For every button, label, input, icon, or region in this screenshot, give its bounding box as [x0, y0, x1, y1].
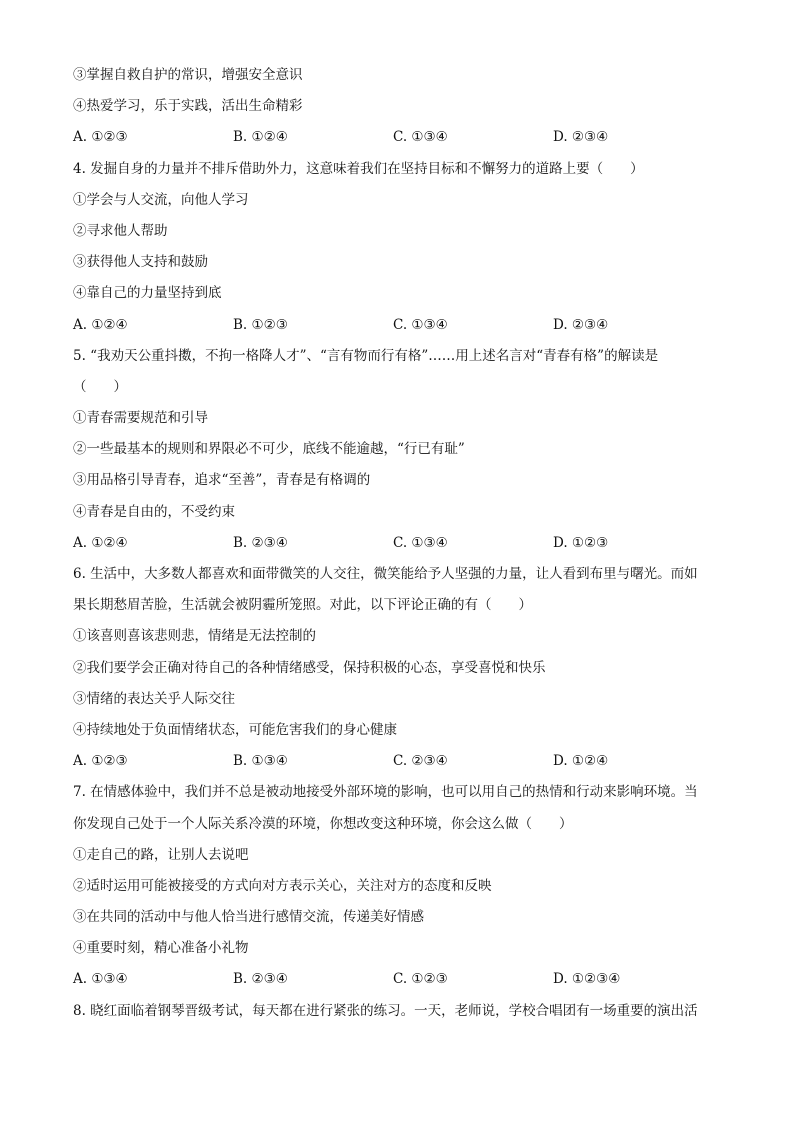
statement: ③掌握自救自护的常识，增强安全意识 — [73, 67, 303, 83]
question-stem: 5. “我劝天公重抖擞，不拘一格降人才”、“言有物而行有格”……用上述名言对“青春有格”的解读是 — [73, 347, 659, 364]
option-c: C. ①③④ — [393, 316, 448, 333]
statement: ③获得他人支持和鼓励 — [73, 254, 208, 271]
option-a: A. ①②③ — [73, 129, 128, 146]
option-b: B. ①②③ — [233, 316, 288, 333]
statement: ①学会与人交流，向他人学习 — [73, 191, 249, 208]
option-row — [73, 964, 733, 995]
option-row — [73, 310, 733, 341]
question-stem: 7. 在情感体验中，我们并不总是被动地接受外部环境的影响，也可以用自己的热情和行动来影响环境。当 — [73, 784, 698, 801]
option-a: A. ①②④ — [73, 316, 128, 333]
option-b: B. ①②④ — [233, 129, 288, 146]
statement: ④靠自己的力量坚持到底 — [73, 285, 222, 302]
option-c: C. ①③④ — [393, 534, 448, 551]
question-stem-continued: （ ） — [73, 378, 127, 395]
question-stem: 8. 晓红面临着钢琴晋级考试，每天都在进行紧张的练习。一天，老师说，学校合唱团有一场重要的演出活 — [73, 1002, 698, 1019]
statement: ②适时运用可能被接受的方式向对方表示关心，关注对方的态度和反映 — [73, 877, 492, 894]
statement: ②一些最基本的规则和界限必不可少，底线不能逾越，“行已有耻” — [73, 441, 465, 458]
statement: ①走自己的路，让别人去说吧 — [73, 846, 249, 863]
option-row — [73, 122, 733, 153]
option-b: B. ①③④ — [233, 753, 288, 770]
question-stem-continued: 果长期愁眉苦脸，生活就会被阴霾所笼照。对此，以下评论正确的有（ ） — [73, 597, 532, 614]
option-c: C. ①③④ — [393, 129, 448, 146]
statement: ②我们要学会正确对待自己的各种情绪感受，保持积极的心态，享受喜悦和快乐 — [73, 659, 546, 676]
option-row — [73, 746, 733, 777]
statement: ④持续地处于负面情绪状态，可能危害我们的身心健康 — [73, 721, 397, 738]
statement: ②寻求他人帮助 — [73, 222, 168, 239]
option-d: D. ①②③ — [553, 534, 609, 551]
option-a: A. ①③④ — [73, 971, 128, 988]
option-d: D. ①②③④ — [553, 971, 621, 988]
option-d: D. ①②④ — [553, 753, 609, 770]
option-d: D. ②③④ — [553, 316, 609, 333]
statement: ③用品格引导青春，追求“至善”，青春是有格调的 — [73, 472, 371, 489]
statement: ③情绪的表达关乎人际交往 — [73, 690, 235, 707]
option-a: A. ①②③ — [73, 753, 128, 770]
option-a: A. ①②④ — [73, 534, 128, 551]
option-row — [73, 528, 733, 559]
exam-page — [73, 60, 733, 1027]
option-c: C. ①②③ — [393, 971, 448, 988]
question-stem: 6. 生活中，大多数人都喜欢和面带微笑的人交往，微笑能给予人坚强的力量，让人看到布里与曙光。而如 — [73, 566, 698, 582]
statement: ①该喜则喜该悲则悲，情绪是无法控制的 — [73, 628, 316, 645]
statement: ④热爱学习，乐于实践，活出生命精彩 — [73, 98, 303, 115]
statement: ④青春是自由的，不受约束 — [73, 503, 235, 520]
statement: ③在共同的活动中与他人恰当进行感情交流，传递美好情感 — [73, 909, 424, 926]
statement: ④重要时刻，精心准备小礼物 — [73, 940, 249, 957]
option-c: C. ②③④ — [393, 753, 448, 770]
statement: ①青春需要规范和引导 — [73, 410, 208, 427]
question-stem-continued: 你发现自己处于一个人际关系冷漠的环境，你想改变这种环境，你会这么做（ ） — [73, 815, 573, 832]
option-d: D. ②③④ — [553, 129, 609, 146]
option-b: B. ②③④ — [233, 534, 288, 551]
option-b: B. ②③④ — [233, 971, 288, 988]
question-stem: 4. 发掘自身的力量并不排斥借助外力，这意味着我们在坚持目标和不懈努力的道路上要（ ） — [73, 160, 644, 177]
